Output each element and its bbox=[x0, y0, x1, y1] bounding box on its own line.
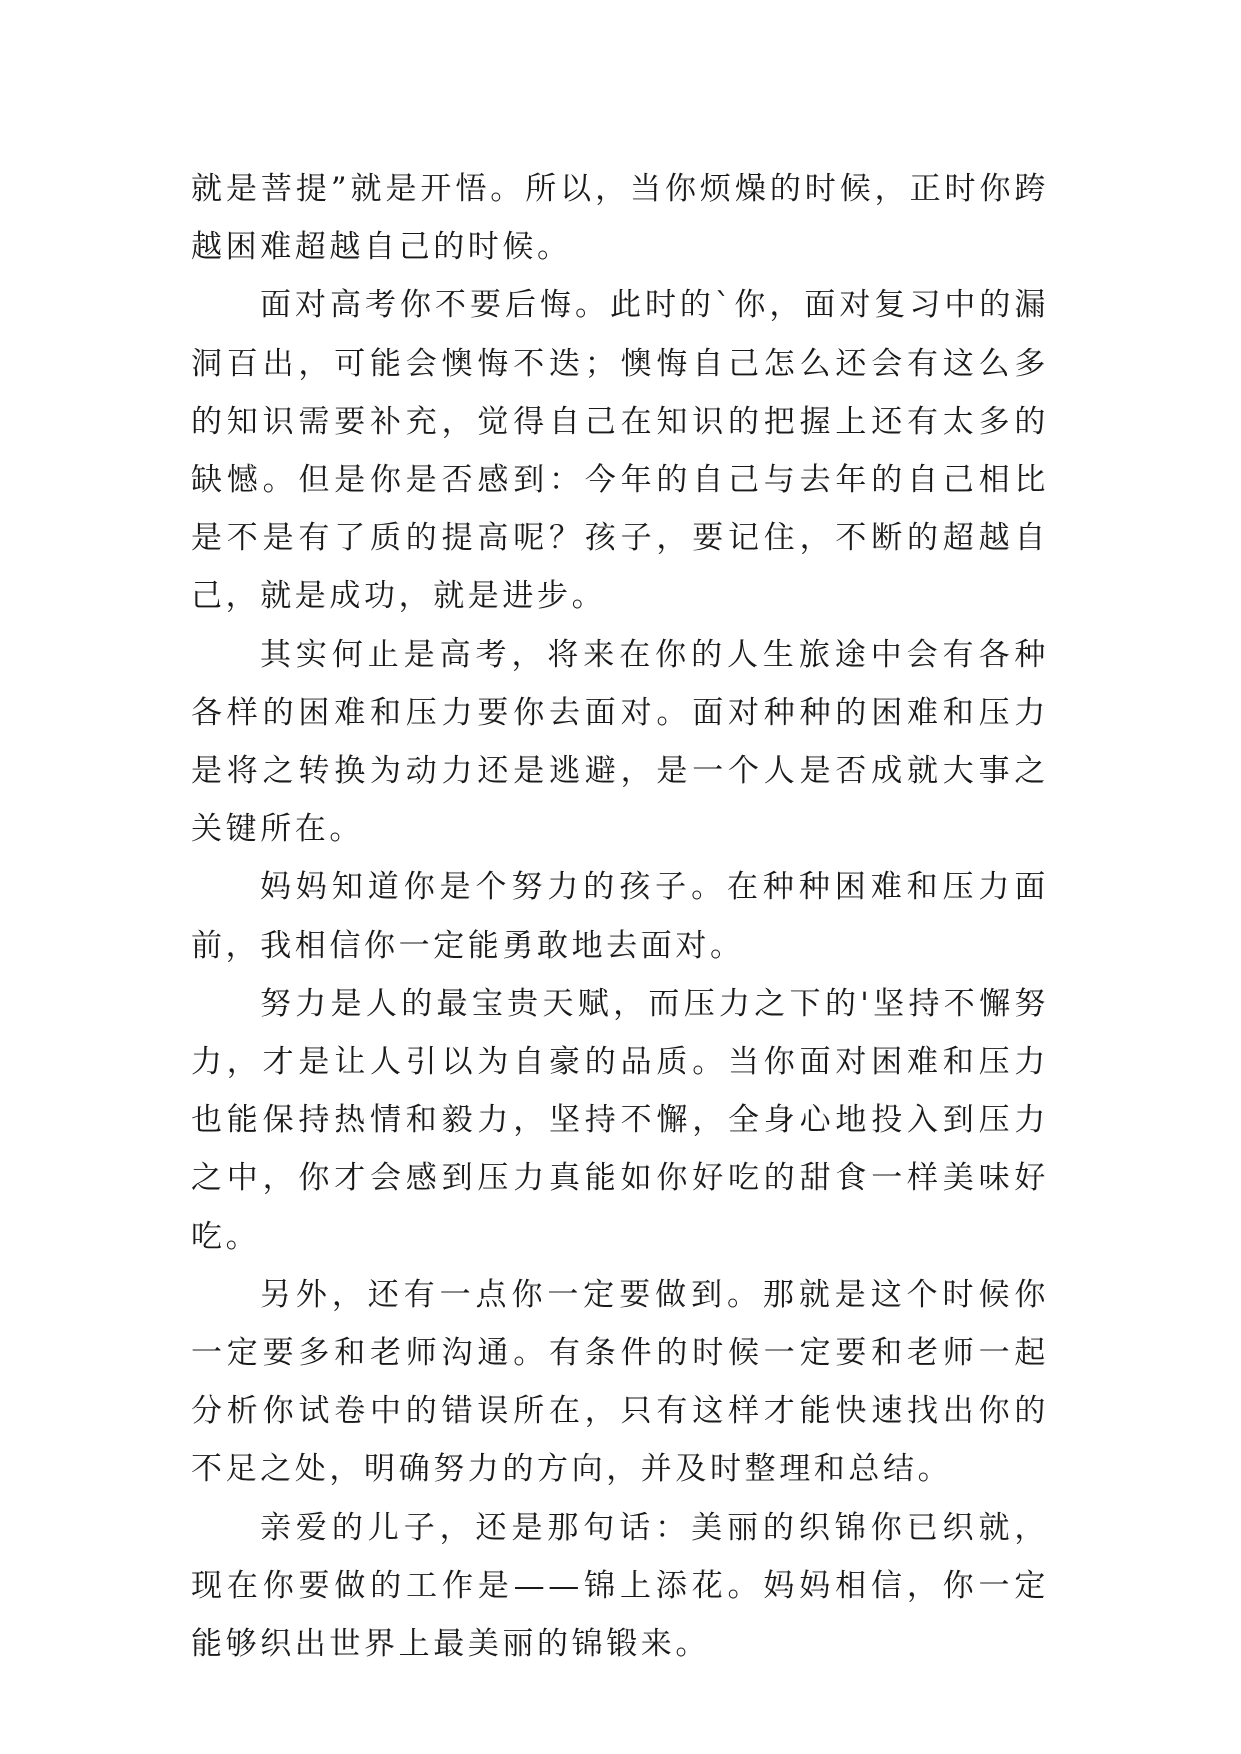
paragraph: 妈妈知道你是个努力的孩子。在种种困难和压力面前，我相信你一定能勇敢地去面对。 bbox=[191, 869, 1049, 964]
letter-body bbox=[191, 160, 1049, 1673]
paragraph: 面对高考你不要后悔。此时的`你，面对复习中的漏洞百出，可能会懊悔不迭；懊悔自己怎么还会有这么多的知识需要补充，觉得自己在知识的把握上还有太多的缺憾。但是你是否感到：今年的自己与去年的自己相比是不是有了质的提高呢？孩子，要记住，不断的超越自己，就是成功，就是进步。 bbox=[191, 287, 1049, 615]
paragraph: 努力是人的最宝贵天赋，而压力之下的'坚持不懈努力，才是让人引以为自豪的品质。当你面对困难和压力也能保持热情和毅力，坚持不懈，全身心地投入到压力之中，你才会感到压力真能如你好吃的甜食一样美味好吃。 bbox=[191, 985, 1049, 1255]
paragraph: 其实何止是高考，将来在你的人生旅途中会有各种各样的困难和压力要你去面对。面对种种的困难和压力是将之转换为动力还是逃避，是一个人是否成就大事之关键所在。 bbox=[191, 636, 1049, 848]
paragraph: 另外，还有一点你一定要做到。那就是这个时候你一定要多和老师沟通。有条件的时候一定要和老师一起分析你试卷中的错误所在，只有这样才能快速找出你的不足之处，明确努力的方向，并及时整理和总结。 bbox=[191, 1276, 1049, 1488]
paragraph-continuation: 就是菩提”就是开悟。所以，当你烦燥的时候，正时你跨越困难超越自己的时候。 bbox=[191, 171, 1049, 266]
paragraph: 亲爱的儿子，还是那句话：美丽的织锦你已织就，现在你要做的工作是——锦上添花。妈妈相信，你一定能够织出世界上最美丽的锦锻来。 bbox=[191, 1509, 1049, 1663]
